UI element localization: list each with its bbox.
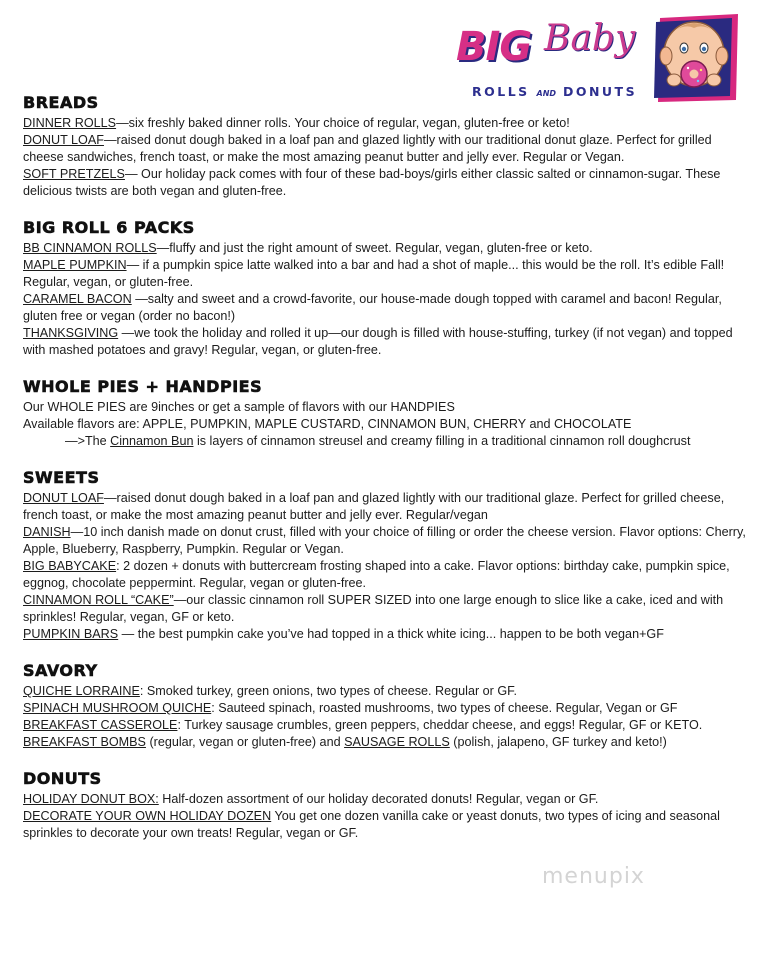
logo-tagline-and: AND (536, 89, 557, 98)
baby-mascot-icon (646, 8, 742, 104)
menupix-watermark: menupix (542, 864, 645, 889)
menu-item-caramel-bacon (23, 291, 755, 325)
menu-item-desc: —our classic cinnamon roll SUPER SIZED into one large enough to slice like a cake, iced and with sprinkles! Regular, vegan, GF or keto. (23, 593, 724, 624)
menu-item-name: DECORATE YOUR OWN HOLIDAY DOZEN (23, 809, 272, 823)
menu-item-desc: Half-dozen assortment of our holiday decorated donuts! Regular, vegan or GF. (158, 792, 599, 806)
menu-item-donut-loaf (23, 132, 755, 166)
menu-item-desc: (polish, jalapeno, GF turkey and keto!) (449, 735, 667, 749)
logo-big-text: BIG (456, 24, 532, 70)
menu-item-name: CARAMEL BACON (23, 292, 132, 306)
section-title-big-roll: BIG ROLL 6 PACKS (23, 218, 195, 237)
menu-item-desc: — if a pumpkin spice latte walked into a bar and had a shot of maple... this would be the roll. It’s edible Fall! Regular, vegan, or gluten-free. (23, 258, 725, 289)
section-breads (23, 93, 755, 200)
logo-baby-text: Baby (544, 18, 636, 59)
menu-item-name: QUICHE LORRAINE (23, 684, 140, 698)
section-big-roll-6-packs (23, 218, 755, 359)
section-title-donuts: DONUTS (23, 769, 102, 788)
menu-item-name: THANKSGIVING (23, 326, 119, 340)
logo-tagline-donuts: DONUTS (562, 84, 638, 99)
menu-item-soft-pretzels (23, 166, 755, 200)
pies-note-prefix: —>The (65, 434, 111, 448)
menu-item-name: CINNAMON ROLL “CAKE” (23, 593, 174, 607)
pies-intro-line: Our WHOLE PIES are 9inches or get a sample of flavors with our HANDPIES (23, 400, 455, 414)
menu-item-spinach-quiche (23, 700, 755, 717)
menu-item-name: MAPLE PUMPKIN (23, 258, 127, 272)
menu-item-desc: —raised donut dough baked in a loaf pan and glazed lightly with our traditional donut glaze. Perfect for grilled cheese sandwiches, french toast, or make the most amazing peanut butter and jelly ever. Regular or Vegan. (23, 133, 712, 164)
menu-content (23, 93, 755, 860)
menu-item-name: DANISH (23, 525, 71, 539)
section-title-whole-pies: WHOLE PIES + HANDPIES (23, 377, 263, 396)
menu-item-name: DONUT LOAF (23, 491, 104, 505)
menu-item-cinnamon-roll-cake (23, 592, 755, 626)
section-whole-pies (23, 377, 755, 450)
menu-item-desc: —fluffy and just the right amount of sweet. Regular, vegan, gluten-free or keto. (156, 241, 593, 255)
logo-tagline-rolls: ROLLS (472, 84, 530, 99)
menu-item-pumpkin-bars (23, 626, 755, 643)
menu-item-desc: (regular, vegan or gluten-free) and (145, 735, 345, 749)
menu-item-name: SPINACH MUSHROOM QUICHE (23, 701, 212, 715)
menu-item-desc: —six freshly baked dinner rolls. Your choice of regular, vegan, gluten-free or keto! (116, 116, 570, 130)
menu-item-name: BREAKFAST CASSEROLE (23, 718, 178, 732)
menu-item-desc: —raised donut dough baked in a loaf pan and glazed lightly with our traditional glaze. Perfect for grilled cheese, french toast, or make the most amazing peanut butter and jelly ever. Regular/vegan (23, 491, 725, 522)
menu-item-name-sausage-rolls: SAUSAGE ROLLS (344, 735, 450, 749)
menu-item-name: HOLIDAY DONUT BOX: (23, 792, 159, 806)
menu-item-big-babycake (23, 558, 755, 592)
menu-item-holiday-donut-box (23, 791, 755, 808)
section-donuts (23, 769, 755, 842)
section-title-savory: SAVORY (23, 661, 98, 680)
menu-item-desc: : 2 dozen + donuts with buttercream frosting shaped into a cake. Flavor options: birthday cake, pumpkin spice, eggnog, chocolate peppermint. Regular, vegan or gluten-free. (23, 559, 730, 590)
menu-item-bb-cinnamon-rolls (23, 240, 755, 257)
menu-item-name: BB CINNAMON ROLLS (23, 241, 157, 255)
section-savory (23, 661, 755, 751)
menu-item-quiche-lorraine (23, 683, 755, 700)
menu-item-maple-pumpkin (23, 257, 755, 291)
pies-note-desc: is layers of cinnamon streusel and creamy filling in a traditional cinnamon roll doughcrust (193, 434, 691, 448)
menu-item-desc: — the best pumpkin cake you’ve had topped in a thick white icing... happen to be both vegan+GF (118, 627, 664, 641)
menu-item-desc: —salty and sweet and a crowd-favorite, our house-made dough topped with caramel and bacon! Regular, gluten free or vegan (order no bacon!) (23, 292, 722, 323)
menu-item-name: DINNER ROLLS (23, 116, 117, 130)
menu-item-thanksgiving (23, 325, 755, 359)
section-title-breads: BREADS (23, 93, 99, 112)
section-sweets (23, 468, 755, 643)
menu-item-breakfast-bombs (23, 734, 755, 751)
menu-item-name: BIG BABYCAKE (23, 559, 117, 573)
pies-cinnamon-bun-note (23, 433, 755, 450)
menu-item-dinner-rolls (23, 115, 755, 132)
menu-item-danish (23, 524, 755, 558)
menu-item-desc: : Turkey sausage crumbles, green peppers, cheddar cheese, and eggs! Regular, GF or KETO. (177, 718, 703, 732)
menu-item-decorate-dozen (23, 808, 755, 842)
menu-item-name: DONUT LOAF (23, 133, 104, 147)
menu-item-name: PUMPKIN BARS (23, 627, 119, 641)
menu-item-desc: You get one dozen vanilla cake or yeast donuts, two types of icing and seasonal sprinkles to decorate your own treats! Regular, vegan or GF. (23, 809, 720, 840)
menu-item-desc: : Sauteed spinach, roasted mushrooms, two types of cheese. Regular, Vegan or GF (211, 701, 678, 715)
menu-item-breakfast-casserole (23, 717, 755, 734)
menu-item-desc: —we took the holiday and rolled it up—our dough is filled with house-stuffing, turkey (if not vegan) and topped with mashed potatoes and gravy! Regular, vegan, or gluten-free. (23, 326, 733, 357)
menu-item-name: SOFT PRETZELS (23, 167, 125, 181)
menu-item-desc: — Our holiday pack comes with four of these bad-boys/girls either classic salted or cinnamon-sugar. These delicious twists are both vegan and gluten-free. (23, 167, 721, 198)
menu-item-donut-loaf-sweet (23, 490, 755, 524)
section-title-sweets: SWEETS (23, 468, 100, 487)
menu-item-desc: : Smoked turkey, green onions, two types of cheese. Regular or GF. (139, 684, 517, 698)
pies-note-cinnamon-bun: Cinnamon Bun (110, 434, 194, 448)
pies-flavors-line: Available flavors are: APPLE, PUMPKIN, MAPLE CUSTARD, CINNAMON BUN, CHERRY and CHOCOLATE (23, 417, 632, 431)
menu-item-desc: —10 inch danish made on donut crust, filled with your choice of filling or order the cheese version. Flavor options: Cherry, Apple, Blueberry, Raspberry, Pumpkin. Regular or Vegan. (23, 525, 746, 556)
menu-item-name: BREAKFAST BOMBS (23, 735, 146, 749)
